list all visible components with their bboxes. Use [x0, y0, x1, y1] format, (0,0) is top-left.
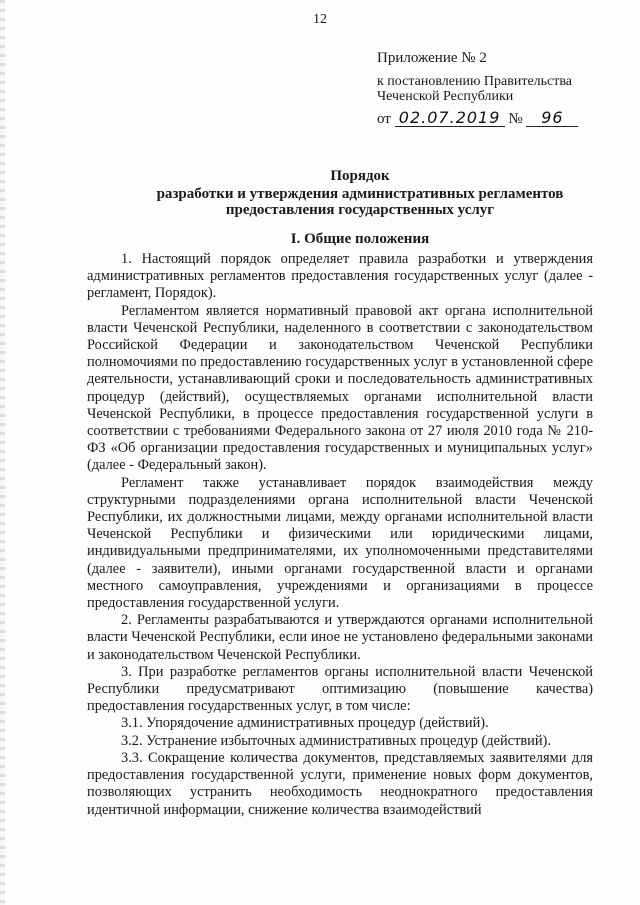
paragraph: 3.3. Сокращение количества документов, представляемых заявителями для предоставления государственной услуги, применение новых форм документов, позволяющих устранить необходимость неоднократного предоставления идентичной информации, снижение количества взаимодействий — [87, 749, 593, 818]
paragraph: 3. При разработке регламентов органы исполнительной власти Чеченской Республики предусматривают оптимизацию (повышение качества) предоставления государственных услуг, в том числе: — [87, 663, 593, 715]
page-number: 12 — [313, 12, 327, 27]
handwritten-date: 02.07.2019 — [395, 110, 505, 127]
scan-edge-shadow — [0, 0, 5, 905]
paragraph: 3.1. Упорядочение административных процедур (действий). — [121, 715, 489, 732]
date-prefix: от — [377, 111, 391, 127]
document-title-line-2: разработки и утверждения административных регламентов — [156, 186, 564, 202]
appendix-date-line — [377, 110, 627, 127]
appendix-title: Приложение № 2 — [377, 50, 487, 66]
appendix-line-1: к постановлению Правительства — [377, 74, 573, 89]
section-heading: I. Общие положения — [290, 231, 430, 247]
paragraph: 1. Настоящий порядок определяет правила разработки и утверждения административных регламентов предоставления государственных услуг (далее - регламент, Порядок). — [87, 251, 593, 302]
number-prefix: № — [508, 111, 523, 127]
paragraph: 3.2. Устранение избыточных административных процедур (действий). — [121, 732, 551, 749]
paragraph: 2. Регламенты разрабатываются и утверждаются органами исполнительной власти Чеченской Республики, если иное не установлено федеральными законами и законодательством Чеченской Республики. — [87, 612, 593, 663]
appendix-line-2: Чеченской Республики — [377, 89, 514, 104]
handwritten-number: 96 — [526, 110, 578, 127]
body-text — [87, 251, 593, 819]
document-title-line-3: предоставления государственных услуг — [225, 202, 495, 218]
appendix-header — [377, 50, 627, 127]
paragraph: Регламентом является нормативный правовой акт органа исполнительной власти Чеченской Республики, наделенного в соответствии с законодательством Российской Федерации и законодательством Чеченской Республики полномочиями по предоставлению государственных услуг в установленной сфере деятельности, устанавливающий сроки и последовательность административных процедур (действий), осуществляемых органами исполнительной власти Чеченской Республики, в процессе предоставления государственной услуги в соответствии с требованиями Федерального закона от 27 июля 2010 года № 210-ФЗ «Об организации предоставления государственных и муниципальных услуг» (далее - Федеральный закон). — [87, 302, 593, 474]
paragraph: Регламент также устанавливает порядок взаимодействия между структурными подразделениями органа исполнительной власти Чеченской Республики, их должностными лицами, между органами исполнительной власти Чеченской Республики и физическими или юридическими лицами, индивидуальными предпринимателями, их уполномоченными представителями (далее - заявители), иными органами государственной власти и органами местного самоуправления, учреждениями и организациями в процессе предоставления государственной услуги. — [87, 474, 593, 612]
document-title-line-1: Порядок — [330, 168, 390, 184]
